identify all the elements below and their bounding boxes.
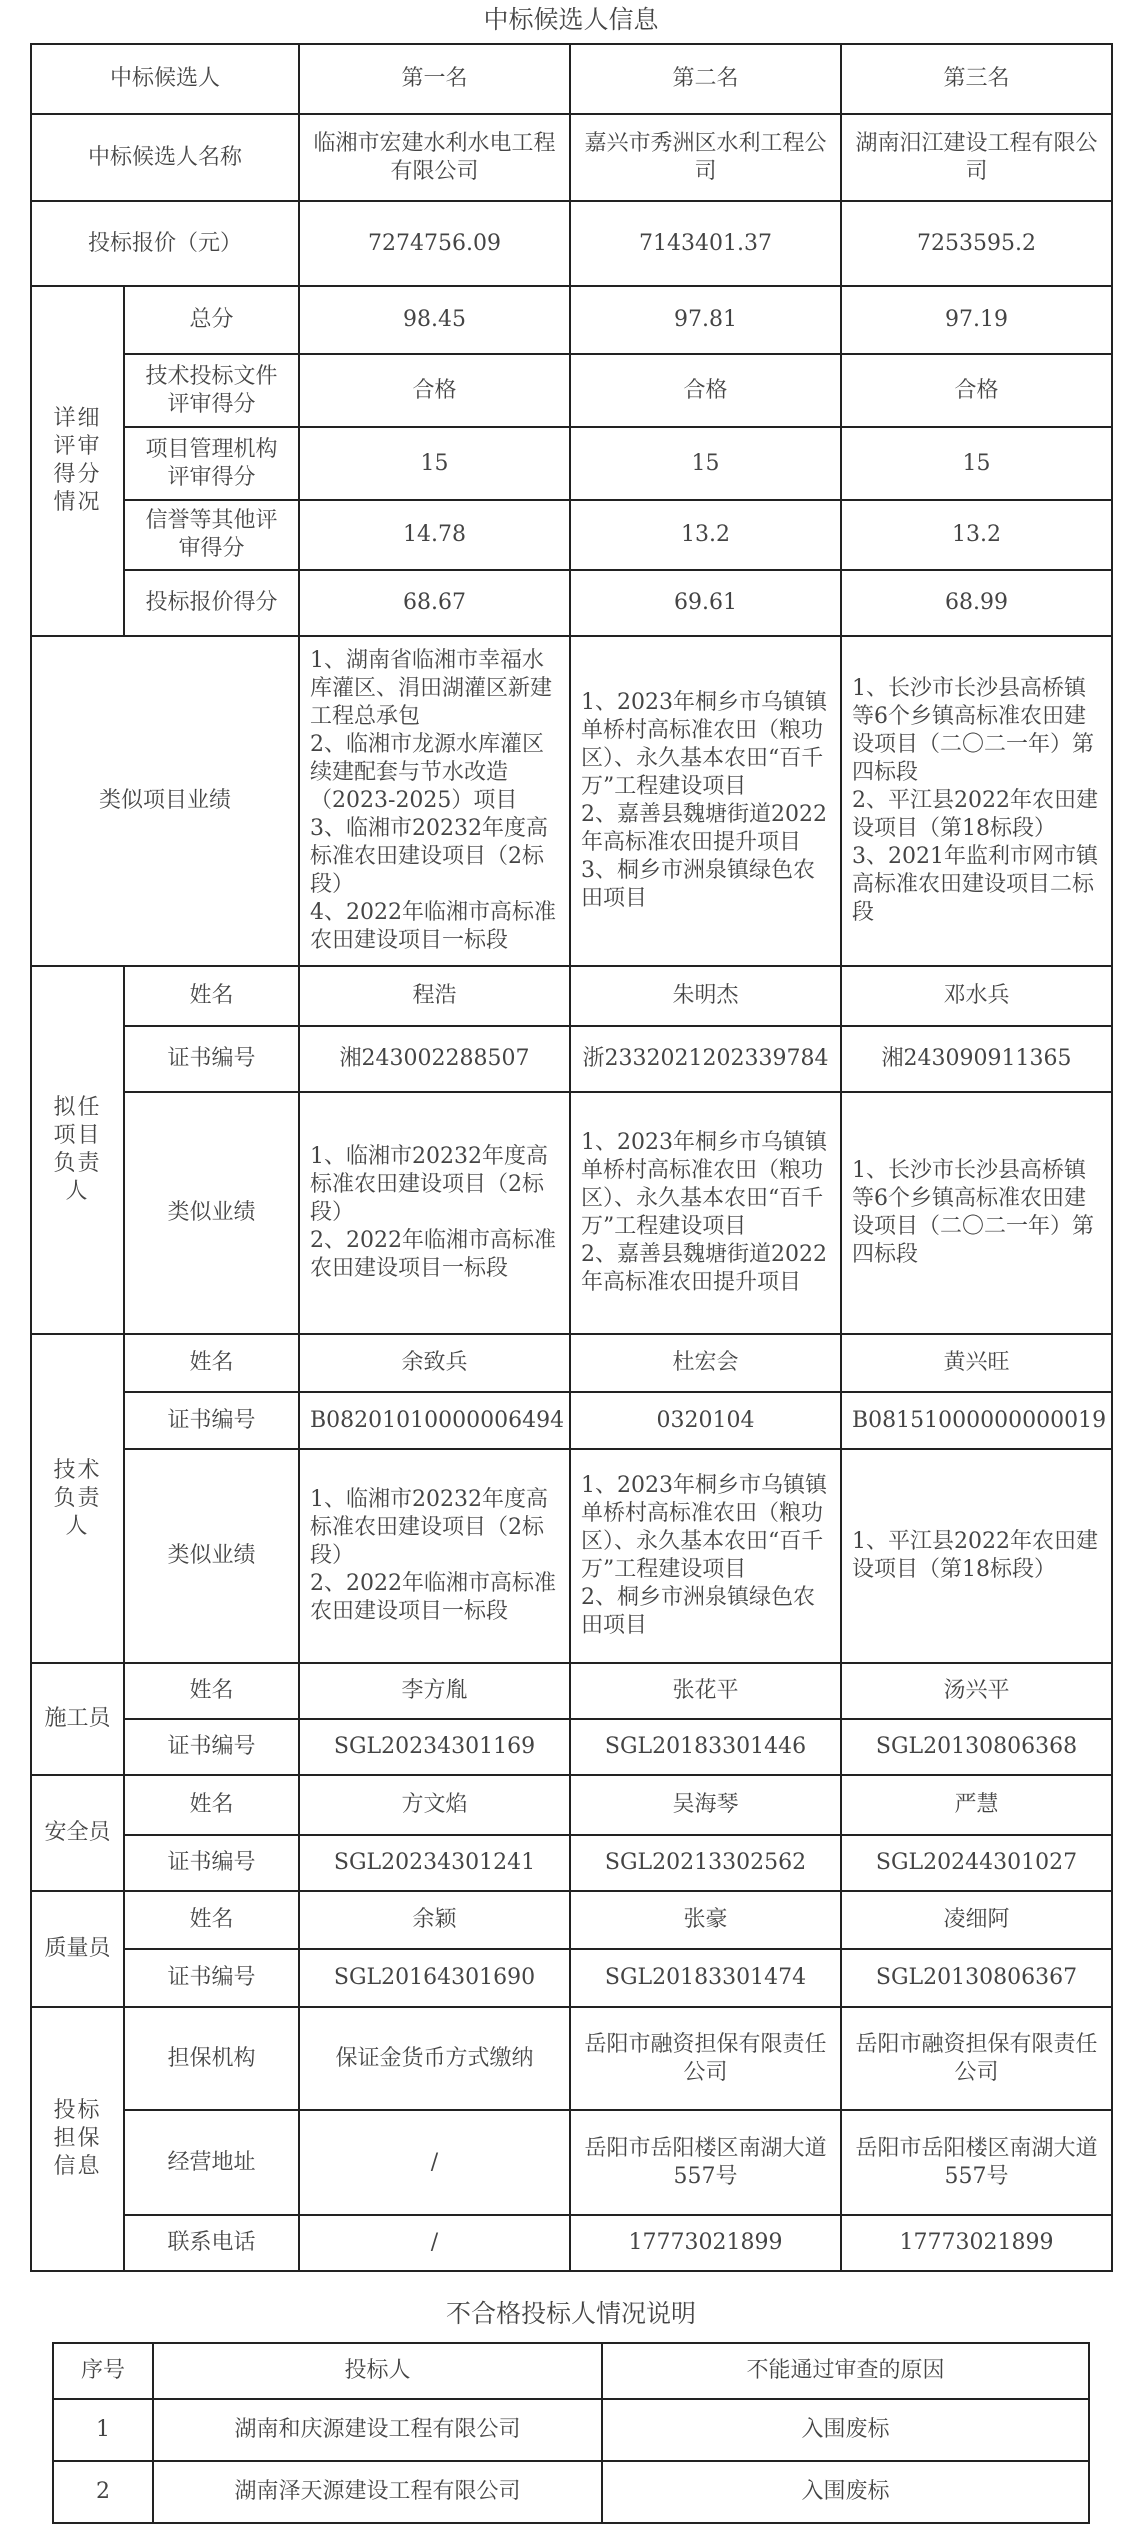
constructor-cert-row <box>31 1719 1112 1775</box>
safety-cert-row <box>31 1835 1112 1891</box>
pm-name: 朱明杰 <box>570 966 841 1026</box>
safety-group-label: 安全员 <box>31 1775 124 1891</box>
reject-row <box>53 2461 1089 2523</box>
tech-name: 余致兵 <box>299 1334 570 1392</box>
page-title: 中标候选人信息 <box>483 5 659 34</box>
score-value: 97.19 <box>841 286 1112 354</box>
candidate-name-1: 临湘市宏建水利水电工程有限公司 <box>299 114 570 201</box>
pm-cert: 湘243090911365 <box>841 1026 1112 1092</box>
quality-cert: SGL20130806367 <box>841 1949 1112 2007</box>
score-value: 合格 <box>299 354 570 427</box>
pm-perf <box>299 1092 570 1334</box>
tech-group-label: 技术负责人 <box>31 1334 124 1663</box>
reject-table <box>52 2342 1090 2524</box>
similar-projects-label: 类似项目业绩 <box>31 636 299 966</box>
quality-name-row <box>31 1891 1112 1949</box>
score-label: 技术投标文件评审得分 <box>124 354 299 427</box>
guarantee-phone: / <box>299 2215 570 2271</box>
score-label: 信誉等其他评审得分 <box>124 500 299 570</box>
score-value: 69.61 <box>570 570 841 636</box>
tech-cert-row <box>31 1392 1112 1449</box>
tech-perf <box>841 1449 1112 1663</box>
pm-perf <box>841 1092 1112 1334</box>
score-value: 13.2 <box>570 500 841 570</box>
cell-line: 1、2023年桐乡市乌镇镇单桥村高标准农田（粮功区）、永久基本农田“百千万”工程建设项目 <box>581 1130 828 1239</box>
candidate-name-2: 嘉兴市秀洲区水利工程公司 <box>570 114 841 201</box>
rank-3: 第三名 <box>841 44 1112 114</box>
cell-line: 1、湖南省临湘市幸福水库灌区、涓田湖灌区新建工程总承包 <box>310 648 553 729</box>
guarantee-org-label: 担保机构 <box>124 2007 299 2110</box>
tech-perf <box>299 1449 570 1663</box>
guarantee-phone: 17773021899 <box>570 2215 841 2271</box>
pm-name-label: 姓名 <box>124 966 299 1026</box>
cell-line: 2、2022年临湘市高标准农田建设项目一标段 <box>310 1228 557 1281</box>
score-label: 项目管理机构评审得分 <box>124 427 299 500</box>
pm-cert-row <box>31 1026 1112 1092</box>
pm-perf <box>570 1092 841 1334</box>
guarantee-addr-row <box>31 2110 1112 2215</box>
score-value: 68.99 <box>841 570 1112 636</box>
guarantee-phone-label: 联系电话 <box>124 2215 299 2271</box>
tech-cert: B08151000000000019 <box>841 1392 1112 1449</box>
pm-perf-row <box>31 1092 1112 1334</box>
cell-line: 3、桐乡市洲泉镇绿色农田项目 <box>581 858 816 911</box>
quality-name: 张豪 <box>570 1891 841 1949</box>
guarantee-org: 岳阳市融资担保有限责任公司 <box>841 2007 1112 2110</box>
pm-name: 邓水兵 <box>841 966 1112 1026</box>
score-value: 13.2 <box>841 500 1112 570</box>
reject-header: 投标人 <box>153 2343 602 2399</box>
guarantee-addr: 岳阳市岳阳楼区南湖大道557号 <box>841 2110 1112 2215</box>
reject-bidder: 湖南和庆源建设工程有限公司 <box>153 2399 602 2461</box>
quality-cert: SGL20164301690 <box>299 1949 570 2007</box>
safety-cert-label: 证书编号 <box>124 1835 299 1891</box>
reject-header-row <box>53 2343 1089 2399</box>
reject-row <box>53 2399 1089 2461</box>
score-value: 68.67 <box>299 570 570 636</box>
reject-header: 不能通过审查的原因 <box>602 2343 1089 2399</box>
cell-line: 2、临湘市龙源水库灌区续建配套与节水改造（2023-2025）项目 <box>310 732 545 813</box>
safety-cert: SGL20244301027 <box>841 1835 1112 1891</box>
guarantee-addr-label: 经营地址 <box>124 2110 299 2215</box>
rank-1: 第一名 <box>299 44 570 114</box>
similar-projects-2 <box>570 636 841 966</box>
safety-cert: SGL20213302562 <box>570 1835 841 1891</box>
safety-name: 严慧 <box>841 1775 1112 1835</box>
score-value: 合格 <box>570 354 841 427</box>
reject-header: 序号 <box>53 2343 153 2399</box>
constructor-cert: SGL20130806368 <box>841 1719 1112 1775</box>
tech-perf-row <box>31 1449 1112 1663</box>
pm-cert: 浙2332021202339784 <box>570 1026 841 1092</box>
quality-name: 凌细阿 <box>841 1891 1112 1949</box>
similar-projects-1 <box>299 636 570 966</box>
tech-perf-label: 类似业绩 <box>124 1449 299 1663</box>
guarantee-addr: / <box>299 2110 570 2215</box>
quality-cert-label: 证书编号 <box>124 1949 299 2007</box>
score-value: 15 <box>841 427 1112 500</box>
tech-cert: 0320104 <box>570 1392 841 1449</box>
cell-line: 2、平江县2022年农田建设项目（第18标段） <box>852 788 1099 841</box>
tech-name-row <box>31 1334 1112 1392</box>
score-value: 15 <box>299 427 570 500</box>
safety-name-row <box>31 1775 1112 1835</box>
tech-cert: B08201010000006494 <box>299 1392 570 1449</box>
quality-name-label: 姓名 <box>124 1891 299 1949</box>
guarantee-group-label: 投标担保信息 <box>31 2007 124 2271</box>
pm-group-label: 拟任项目负责人 <box>31 966 124 1334</box>
bid-price-2: 7143401.37 <box>570 201 841 286</box>
constructor-name-row <box>31 1663 1112 1719</box>
cell-line: 1、2023年桐乡市乌镇镇单桥村高标准农田（粮功区）、永久基本农田“百千万”工程建设项目 <box>581 1473 828 1582</box>
score-value: 97.81 <box>570 286 841 354</box>
cell-line: 2、嘉善县魏塘街道2022年高标准农田提升项目 <box>581 802 828 855</box>
safety-cert: SGL20234301241 <box>299 1835 570 1891</box>
score-value: 15 <box>570 427 841 500</box>
cell-line: 3、临湘市20232年度高标准农田建设项目（2标段） <box>310 816 548 897</box>
header-row <box>31 44 1112 114</box>
score-label: 总分 <box>124 286 299 354</box>
bid-price-row <box>31 201 1112 286</box>
cell-line: 1、2023年桐乡市乌镇镇单桥村高标准农田（粮功区）、永久基本农田“百千万”工程建设项目 <box>581 690 828 799</box>
guarantee-phone-row <box>31 2215 1112 2271</box>
guarantee-org: 岳阳市融资担保有限责任公司 <box>570 2007 841 2110</box>
pm-cert-label: 证书编号 <box>124 1026 299 1092</box>
cell-line: 2、2022年临湘市高标准农田建设项目一标段 <box>310 1571 557 1624</box>
candidate-name-3: 湖南汨江建设工程有限公司 <box>841 114 1112 201</box>
guarantee-org: 保证金货币方式缴纳 <box>299 2007 570 2110</box>
quality-name: 余颖 <box>299 1891 570 1949</box>
cell-line: 4、2022年临湘市高标准农田建设项目一标段 <box>310 900 557 953</box>
score-value: 合格 <box>841 354 1112 427</box>
quality-cert: SGL20183301474 <box>570 1949 841 2007</box>
constructor-group-label: 施工员 <box>31 1663 124 1775</box>
score-row-reputation <box>31 500 1112 570</box>
cell-line: 1、长沙市长沙县高桥镇等6个乡镇高标准农田建设项目（二〇二一年）第四标段 <box>852 676 1095 785</box>
similar-projects-row <box>31 636 1112 966</box>
tech-name-label: 姓名 <box>124 1334 299 1392</box>
tech-cert-label: 证书编号 <box>124 1392 299 1449</box>
safety-name: 方文焰 <box>299 1775 570 1835</box>
constructor-name-label: 姓名 <box>124 1663 299 1719</box>
quality-cert-row <box>31 1949 1112 2007</box>
cell-line: 2、桐乡市洲泉镇绿色农田项目 <box>581 1585 816 1638</box>
candidate-name-row <box>31 114 1112 201</box>
constructor-name: 李方胤 <box>299 1663 570 1719</box>
score-value: 14.78 <box>299 500 570 570</box>
tech-name: 杜宏会 <box>570 1334 841 1392</box>
guarantee-addr: 岳阳市岳阳楼区南湖大道557号 <box>570 2110 841 2215</box>
constructor-cert: SGL20234301169 <box>299 1719 570 1775</box>
constructor-name: 汤兴平 <box>841 1663 1112 1719</box>
header-label: 中标候选人 <box>31 44 299 114</box>
candidate-table <box>30 43 1113 2272</box>
constructor-cert: SGL20183301446 <box>570 1719 841 1775</box>
bid-price-label: 投标报价（元） <box>31 201 299 286</box>
pm-perf-label: 类似业绩 <box>124 1092 299 1334</box>
pm-cert: 湘243002288507 <box>299 1026 570 1092</box>
safety-name: 吴海琴 <box>570 1775 841 1835</box>
candidate-name-label: 中标候选人名称 <box>31 114 299 201</box>
bid-price-3: 7253595.2 <box>841 201 1112 286</box>
constructor-name: 张花平 <box>570 1663 841 1719</box>
guarantee-org-row <box>31 2007 1112 2110</box>
cell-line: 1、长沙市长沙县高桥镇等6个乡镇高标准农田建设项目（二〇二一年）第四标段 <box>852 1158 1095 1267</box>
reject-reason: 入围废标 <box>602 2399 1089 2461</box>
safety-name-label: 姓名 <box>124 1775 299 1835</box>
quality-group-label: 质量员 <box>31 1891 124 2007</box>
score-label: 投标报价得分 <box>124 570 299 636</box>
scores-group-label: 详细评审得分情况 <box>31 286 124 636</box>
bid-price-1: 7274756.09 <box>299 201 570 286</box>
reject-index: 2 <box>53 2461 153 2523</box>
pm-name: 程浩 <box>299 966 570 1026</box>
reject-title: 不合格投标人情况说明 <box>445 2299 696 2328</box>
cell-line: 1、平江县2022年农田建设项目（第18标段） <box>852 1529 1099 1582</box>
cell-line: 3、2021年监利市网市镇高标准农田建设项目二标段 <box>852 844 1099 925</box>
tech-perf <box>570 1449 841 1663</box>
cell-line: 2、嘉善县魏塘街道2022年高标准农田提升项目 <box>581 1242 828 1295</box>
pm-name-row <box>31 966 1112 1026</box>
reject-reason: 入围废标 <box>602 2461 1089 2523</box>
reject-index: 1 <box>53 2399 153 2461</box>
score-row-price <box>31 570 1112 636</box>
similar-projects-3 <box>841 636 1112 966</box>
cell-line: 1、临湘市20232年度高标准农田建设项目（2标段） <box>310 1144 548 1225</box>
score-row-total <box>31 286 1112 354</box>
guarantee-phone: 17773021899 <box>841 2215 1112 2271</box>
tech-name: 黄兴旺 <box>841 1334 1112 1392</box>
score-row-tech <box>31 354 1112 427</box>
cell-line: 1、临湘市20232年度高标准农田建设项目（2标段） <box>310 1487 548 1568</box>
rank-2: 第二名 <box>570 44 841 114</box>
constructor-cert-label: 证书编号 <box>124 1719 299 1775</box>
score-row-management <box>31 427 1112 500</box>
score-value: 98.45 <box>299 286 570 354</box>
reject-bidder: 湖南泽天源建设工程有限公司 <box>153 2461 602 2523</box>
